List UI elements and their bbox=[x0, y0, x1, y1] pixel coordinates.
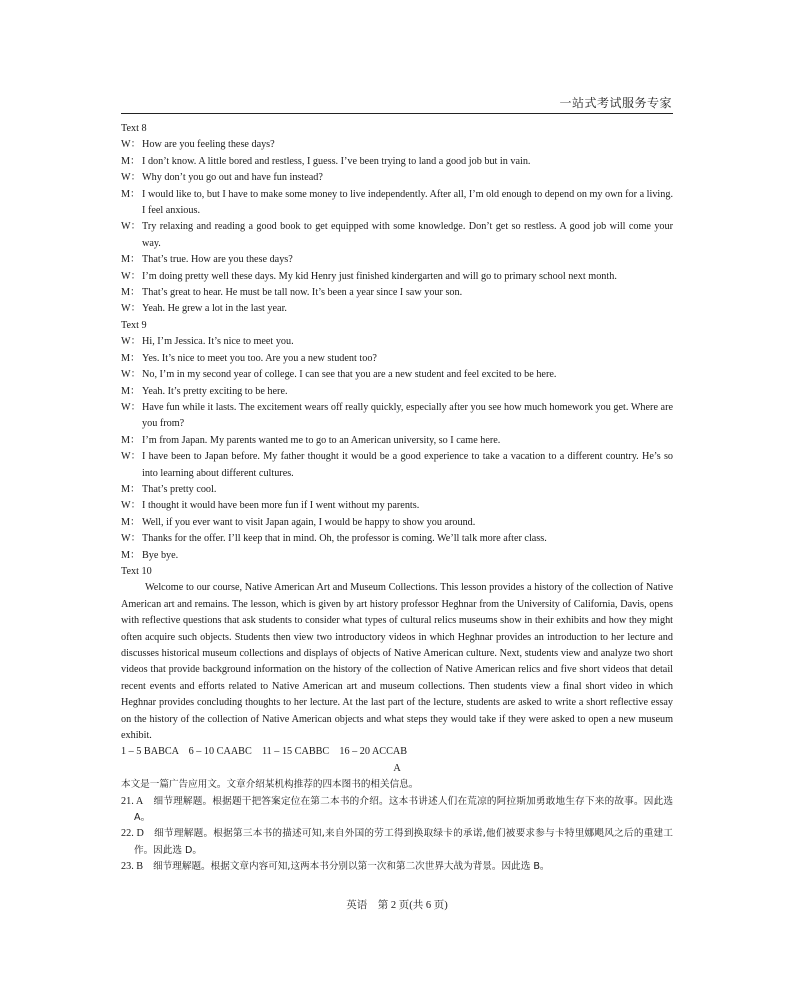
dialogue-text: That’s great to hear. He must be tall now. It’s been a year since I saw your son. bbox=[142, 287, 463, 299]
dialogue-text: Thanks for the offer. I’ll keep that in mind. Oh, the professor is coming. We’ll talk more after class. bbox=[142, 533, 547, 545]
dialogue-line bbox=[121, 433, 673, 449]
speaker-label: M： bbox=[121, 352, 141, 364]
text10-title: Text 10 bbox=[121, 565, 152, 577]
dialogue-text: Yes. It’s nice to meet you too. Are you a new student too? bbox=[142, 352, 377, 364]
speaker-label: W： bbox=[121, 500, 141, 512]
dialogue-line bbox=[121, 154, 673, 170]
dialogue-text: Hi, I’m Jessica. It’s nice to meet you. bbox=[142, 336, 294, 348]
speaker-label: M： bbox=[121, 434, 141, 446]
dialogue-line bbox=[121, 367, 673, 383]
question-explanation bbox=[121, 794, 673, 827]
dialogue-line bbox=[121, 252, 673, 268]
answer-key: 1 – 5 BABCA 6 – 10 CAABC 11 – 15 CABBC 16 – 20 ACCAB bbox=[121, 746, 408, 758]
dialogue-text: Try relaxing and reading a good book to get equipped with some knowledge. Don’t get so restless. A good job will come your way. bbox=[142, 221, 673, 249]
dialogue-text: Bye bye. bbox=[142, 549, 179, 561]
text10-paragraph: Welcome to our course, Native American Art and Museum Collections. This lesson provides a history of the collection of Native American art and remains. The lesson, which is given by art history professor Heghnar from the University of California, Davis, opens with reflective questions that ask students to consider what types of cultural relics museums show in their exhibits and how they might often acquire such objects. Students then view two introductory videos in which Heghnar provides an introduction to her lecture and discusses historical museum collections and displays of objects of Native American culture. Next, students view and analyze two short videos that provide background information on the history of the collection of Native American relics and five short videos that detail recent events and efforts related to Native American art and museum collections. Then students view a final short video in which Heghnar provides concluding thoughts to her lecture. At the last part of the lecture, students are asked to write a short reflective essay on the history of the collection of Native American objects and what steps they would take if they were asked to open a new museum exhibit. bbox=[121, 582, 673, 742]
dialogue-text: Have fun while it lasts. The excitement wears off really quickly, especially after you see how much homework you get. Where are you from? bbox=[142, 401, 673, 430]
explanation-text: 细节理解题。根据文章内容可知,这两本书分别以第一次和第二次世界大战为背景。因此选 B。 bbox=[153, 861, 550, 873]
dialogue-text: Yeah. It’s pretty exciting to be here. bbox=[142, 385, 288, 397]
text8-title: Text 8 bbox=[121, 123, 147, 134]
dialogue-line bbox=[121, 301, 673, 317]
dialogue-text: That’s pretty cool. bbox=[142, 483, 217, 495]
dialogue-text: I don’t know. A little bored and restless, I guess. I’ve been trying to land a good job but in vain. bbox=[142, 155, 531, 167]
question-answer: 22. D bbox=[121, 828, 144, 840]
dialogue-text: Well, if you ever want to visit Japan again, I would be happy to show you around. bbox=[142, 516, 476, 528]
section-a-questions bbox=[121, 794, 673, 876]
text9-title: Text 9 bbox=[121, 319, 147, 331]
dialogue-line bbox=[121, 187, 673, 220]
dialogue-line bbox=[121, 269, 673, 285]
dialogue-text: No, I’m in my second year of college. I can see that you are a new student and feel excited to be here. bbox=[142, 369, 557, 381]
dialogue-line bbox=[121, 137, 673, 153]
speaker-label: W： bbox=[121, 172, 141, 184]
speaker-label: M： bbox=[121, 188, 141, 200]
speaker-label: W： bbox=[121, 303, 141, 315]
speaker-label: W： bbox=[121, 139, 141, 151]
speaker-label: M： bbox=[121, 254, 141, 266]
dialogue-line bbox=[121, 449, 673, 482]
dialogue-line bbox=[121, 531, 673, 547]
speaker-label: W： bbox=[121, 533, 141, 545]
dialogue-text: I thought it would have been more fun if I went without my parents. bbox=[142, 500, 420, 512]
speaker-label: M： bbox=[121, 516, 141, 528]
speaker-label: W： bbox=[121, 451, 141, 463]
dialogue-text: That’s true. How are you these days? bbox=[142, 254, 293, 266]
dialogue-line bbox=[121, 170, 673, 186]
dialogue-text: I have been to Japan before. My father thought it would be a good experience to take a vacation to a different country. He’s so into learning about different cultures. bbox=[142, 451, 673, 479]
speaker-label: M： bbox=[121, 385, 141, 397]
speaker-label: M： bbox=[121, 287, 141, 299]
question-answer: 23. B bbox=[121, 861, 144, 873]
dialogue-line bbox=[121, 498, 673, 514]
header-rule bbox=[121, 113, 673, 114]
speaker-label: W： bbox=[121, 336, 141, 348]
dialogue-line bbox=[121, 548, 673, 564]
dialogue-text: Why don’t you go out and have fun instead? bbox=[142, 172, 323, 184]
speaker-label: M： bbox=[121, 549, 141, 561]
dialogue-line bbox=[121, 384, 673, 400]
text9-dialogue bbox=[121, 334, 673, 564]
question-answer: 21. A bbox=[121, 795, 144, 807]
speaker-label: M： bbox=[121, 155, 141, 167]
explanation-text: 细节理解题。根据第三本书的描述可知,来自外国的劳工得到换取绿卡的承诺,他们被要求参与卡特里娜飓风之后的重建工作。因此选 D。 bbox=[134, 828, 673, 856]
page-content bbox=[121, 121, 673, 876]
speaker-label: M： bbox=[121, 483, 141, 495]
dialogue-line bbox=[121, 515, 673, 531]
dialogue-text: Yeah. He grew a lot in the last year. bbox=[142, 303, 287, 315]
speaker-label: W： bbox=[121, 221, 141, 233]
dialogue-line bbox=[121, 482, 673, 498]
speaker-label: W： bbox=[121, 270, 141, 282]
dialogue-text: I’m from Japan. My parents wanted me to go to an American university, so I came here. bbox=[142, 434, 501, 446]
speaker-label: W： bbox=[121, 401, 141, 413]
dialogue-line bbox=[121, 400, 673, 433]
dialogue-text: I’m doing pretty well these days. My kid Henry just finished kindergarten and will go to primary school next month. bbox=[142, 270, 617, 282]
header-brand: 一站式考试服务专家 bbox=[559, 96, 672, 110]
question-explanation bbox=[121, 859, 673, 875]
speaker-label: W： bbox=[121, 369, 141, 381]
text8-dialogue bbox=[121, 137, 673, 317]
dialogue-line bbox=[121, 285, 673, 301]
dialogue-line bbox=[121, 334, 673, 350]
page-footer: 英语 第 2 页(共 6 页) bbox=[346, 900, 448, 911]
dialogue-text: How are you feeling these days? bbox=[142, 139, 275, 151]
section-a-heading: A bbox=[393, 762, 401, 774]
question-explanation bbox=[121, 826, 673, 859]
dialogue-line bbox=[121, 351, 673, 367]
dialogue-line bbox=[121, 219, 673, 252]
dialogue-text: I would like to, but I have to make some money to live independently. After all, I’m old enough to depend on my own for a living. I feel anxious. bbox=[142, 188, 673, 217]
section-a-intro: 本文是一篇广告应用文。文章介绍某机构推荐的四本图书的相关信息。 bbox=[121, 779, 419, 791]
explanation-text: 细节理解题。根据题干把答案定位在第二本书的介绍。这本书讲述人们在荒凉的阿拉斯加勇敢地生存下来的故事。因此选 A。 bbox=[134, 795, 674, 824]
